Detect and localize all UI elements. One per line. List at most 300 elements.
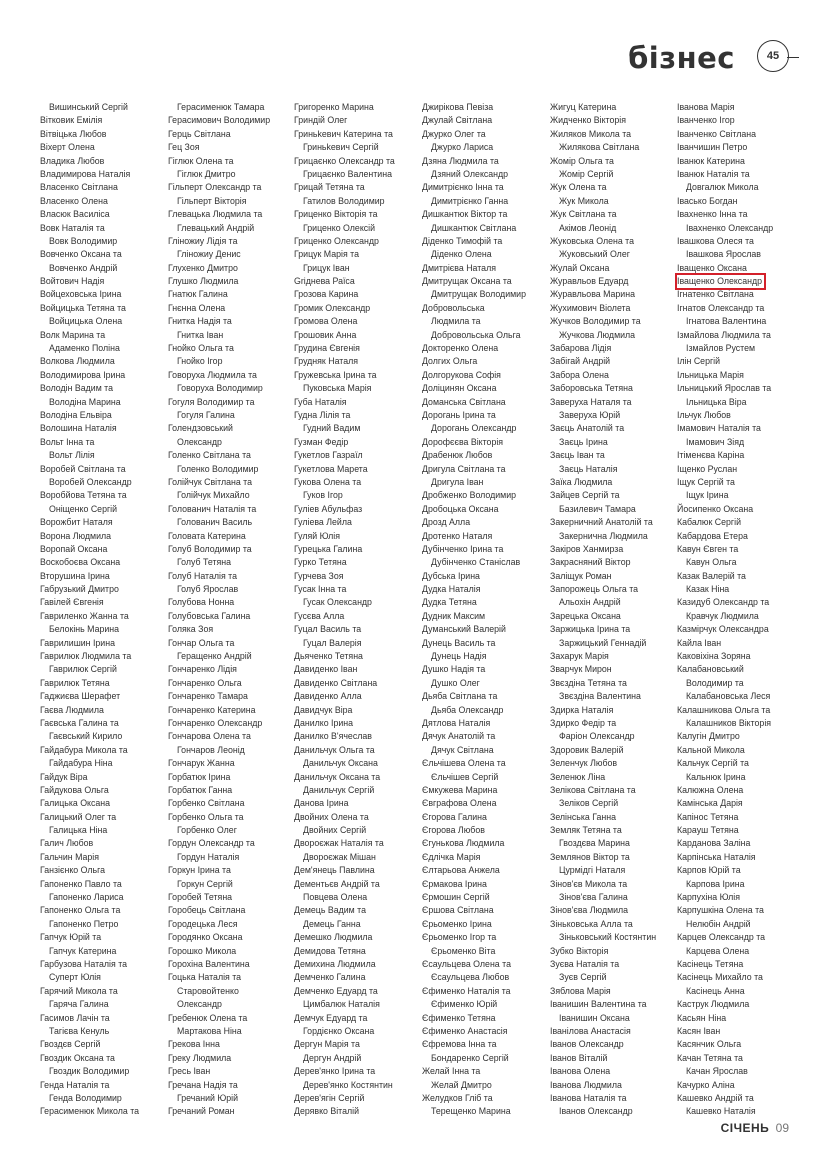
name-entry: Гордун Наталія [177,851,240,862]
name-entry: Дячук Анатолій та [422,731,496,742]
name-entry: Дудник Максим [422,610,486,621]
name-entry: Гвоздєва Марина [559,838,630,849]
name-entry: Зеліков Сергій [559,798,619,809]
name-entry: Жомір Сергій [559,168,614,179]
name-entry: Фаріон Олександр [559,731,635,742]
name-entry: Гальчин Марія [40,851,100,862]
name-entry: Войцицька Тетяна та [40,302,126,313]
name-entry: Горбатюк Ганна [168,784,233,795]
name-entry: Гусак Олександр [303,597,372,608]
name-entry: Дунець Надія [431,651,487,662]
name-entry: Іванов Віталій [550,1052,608,1063]
name-entry: Гліножиу Денис [177,249,241,260]
name-entry: Євграфова Олена [422,798,497,809]
name-entry: Забігай Андрій [550,356,611,367]
name-entry: Ільницька Марія [677,369,744,380]
name-entry: Генда Володимир [49,1092,122,1103]
name-entry: Зеленюк Ліна [550,771,606,782]
name-entry: Воробей Олександр [49,476,132,487]
name-entry: Грицук Марія та [294,249,360,260]
name-entry: Демець Ганна [303,918,361,929]
name-entry: Гіглюк Дмитро [177,168,236,179]
name-entry: Жуковська Олена та [550,235,634,246]
name-column-5 [550,101,678,1119]
name-entry: Голубовська Галина [168,610,251,621]
name-entry: Ігнатенко Світлана [677,289,754,300]
name-entry: Дьяба Олександр [431,704,504,715]
name-entry: Галицька Оксана [40,798,111,809]
name-entry: Карпов Юрій та [677,865,741,876]
name-entry: Заєць Анатолій та [550,423,625,434]
name-entry: Тагієва Кенуль [49,1025,110,1036]
name-entry: Єфименко Наталія та [422,985,511,996]
name-entry: Іванченко Світлана [677,128,756,139]
name-entry: Двороєжак Мішан [303,851,376,862]
name-entry: Жиляков Микола та [550,128,632,139]
name-entry: Дрозд Алла [422,517,471,528]
name-entry: Давиденко Світлана [294,677,378,688]
name-entry: Гудна Лілія та [294,409,351,420]
name-entry: Гасимов Лачін та [40,1012,110,1023]
name-entry: Данильчук Ольга та [294,744,375,755]
name-entry: Жук Олена та [550,182,607,193]
highlighted-name-entry [677,275,805,288]
name-entry: Дишкантюк Віктор та [422,209,508,220]
name-entry: Данилко В'ячеслав [294,731,372,742]
name-entry: Івашкова Ярослав [686,249,761,260]
name-entry: Казак Валерій та [677,570,746,581]
name-entry: Горбенко Олег [177,825,237,836]
name-entry: Журавльов Едуард [550,276,629,287]
name-entry: Джулай Світлана [422,115,493,126]
name-entry: Голендзовський [168,423,233,434]
name-entry: Старовойтенко [177,985,239,996]
name-entry: Карпова Ірина [686,878,745,889]
name-entry: Іщенко Руслан [677,463,738,474]
name-entry: Гоцька Наталія та [168,972,242,983]
name-entry: Забарова Лідія [550,343,612,354]
name-entry: Демченко Едуард та [294,985,378,996]
name-entry: Грозова Карина [294,289,359,300]
name-entry: Заржицький Геннадій [559,637,647,648]
name-entry: Здирко Федір та [550,717,617,728]
name-entry: Іващенко Оксана [677,262,747,273]
page-number-badge: 45 [757,40,789,72]
name-entry: Журавльова Марина [550,289,635,300]
name-entry: Забора Олена [550,369,609,380]
name-entry: Давидчук Віра [294,704,353,715]
name-entry: Людмила та [431,316,481,327]
name-entry: Єрьоменко Віта [431,945,496,956]
name-entry: Дишкантюк Світлана [431,222,517,233]
name-entry: Ігнатова Валентина [686,316,767,327]
name-entry: Імамович Зіяд [686,436,745,447]
name-column-6 [677,101,805,1119]
name-entry: Касінець Анна [686,985,745,996]
name-entry: Жучкова Людмила [559,329,636,340]
name-entry: Данилко Ірина [294,717,354,728]
name-entry: Гречана Надія та [168,1079,238,1090]
name-entry: Суперт Юлія [49,972,101,983]
name-entry: Базилевич Тамара [559,503,636,514]
name-entry: Владимирова Наталія [40,168,131,179]
name-entry: Ганзієнко Ольга [40,865,106,876]
name-entry: Гукетлов Газраїл [294,450,363,461]
name-entry: Єльчішев Сергій [431,771,499,782]
name-entry: Іванишин Оксана [559,1012,630,1023]
name-entry: Захарук Марія [550,651,609,662]
name-entry: Гарбузова Наталія та [40,959,128,969]
name-entry: Демихина Людмила [294,959,376,969]
name-entry: Гапчук Юрій та [40,932,102,943]
name-entry: Касянчик Ольга [677,1039,742,1050]
name-entry: Данова Ірина [294,798,349,809]
name-entry: Єфименко Тетяна [422,1012,496,1023]
name-entry: Данильчук Оксана та [294,771,381,782]
name-entry: Дубінченко Станіслав [431,557,521,568]
name-entry: Вовченко Оксана та [40,249,122,260]
name-entry: Каковіхіна Зоряна [677,651,751,662]
name-entry: Грицай Тетяна та [294,182,365,193]
name-entry: Заліщук Роман [550,570,612,581]
name-entry: Громова Олена [294,316,358,327]
name-entry: Вторушина Ірина [40,570,110,581]
name-entry: Іванюк Катерина [677,155,745,166]
name-entry: Гребенюк Олена та [168,1012,248,1023]
name-entry: Дригула Іван [431,476,484,487]
name-entry: Єфименко Юрій [431,999,498,1010]
name-entry: Демченко Галина [294,972,366,983]
name-entry: Зуєва Наталія та [550,959,620,969]
name-entry: Дорофєєва Вікторія [422,436,504,447]
name-entry: Карцева Олена [686,945,750,956]
name-entry: Касінець Михайло та [677,972,763,983]
name-entry: Драбенюк Любов [422,450,493,461]
name-entry: Давиденко Іван [294,664,358,675]
name-entry: Дзяна Людмила та [422,155,499,166]
name-entry: Івахненко Олександр [686,222,774,233]
name-entry: Карауш Тетяна [677,825,739,836]
name-entry: Дорогань Ірина та [422,409,496,420]
name-entry: Вовк Володимир [49,235,118,246]
name-entry: Альохін Андрій [559,597,621,608]
name-entry: Гаврилишин Ірина [40,637,115,648]
name-entry: Гусак Інна та [294,584,347,595]
name-entry: Гончаренко Тамара [168,691,248,702]
name-entry: Добровольська Ольга [431,329,521,340]
name-entry: Добровольська [422,302,485,313]
name-entry: Дьяченко Тетяна [294,651,363,662]
name-entry: Іванюк Наталія та [677,168,750,179]
name-entry: Гільперт Олександр та [168,182,262,193]
name-entry: Гукова Олена та [294,476,362,487]
name-entry: Гордієнко Оксана [303,1025,375,1036]
name-entry: Глевацька Людмила та [168,209,263,220]
name-entry: Калабановський [677,664,744,675]
name-entry: Демешко Людмила [294,932,373,943]
name-entry: Вишинський Сергій [49,102,128,112]
name-entry: Касінець Тетяна [677,959,744,969]
name-entry: Калашников Вікторія [686,717,772,728]
name-entry: Заржицька Ірина та [550,624,631,635]
name-entry: Іванова Марія [677,102,735,112]
name-entry: Войцеховська Ірина [40,289,122,300]
name-entry: Володимир та [686,677,744,688]
name-entry: Гаврилюк Тетяна [40,677,110,688]
name-entry: Дмитрущак Володимир [431,289,526,300]
name-entry: Зварчук Мирон [550,664,612,675]
name-entry: Терещенко Марина [431,1106,511,1117]
name-entry: Жидченко Вікторія [550,115,626,126]
name-entry: Гапоненко Лариса [49,892,124,903]
name-entry: Гец Зоя [168,142,200,153]
name-entry: Гайдук Віра [40,771,88,782]
name-entry: Власенко Олена [40,195,108,206]
name-entry: Грицаєнко Валентина [303,168,392,179]
name-entry: Власенко Світлана [40,182,118,193]
name-entry: Каструк Людмила [677,999,750,1010]
name-entry: Качурко Аліна [677,1079,735,1090]
name-entry: Зіньковський Костянтин [559,932,657,943]
name-entry: Володимирова Ірина [40,369,126,380]
name-entry: Закіров Ханмирза [550,543,624,554]
name-entry: Гончаренко Катерина [168,704,256,715]
name-entry: Кайла Іван [677,637,722,648]
name-entry: Воробей Світлана та [40,463,126,474]
name-entry: Гаєвська Галина та [40,717,119,728]
name-entry: Ізмайлова Людмила та [677,329,771,340]
name-entry: Гнитка Надія та [168,316,232,327]
name-entry: Гавілей Євгенія [40,597,104,608]
name-entry: Гукетлова Марета [294,463,368,474]
name-entry: Віхерт Олена [40,142,95,153]
name-entry: Гречаний Роман [168,1106,235,1117]
name-entry: Цурмідгі Наталя [559,865,626,876]
name-entry: Гурецька Галина [294,543,363,554]
name-entry: Володіна Ельвіра [40,409,112,420]
name-entry: Гусєва Алла [294,610,345,621]
name-entry: Волкова Людмила [40,356,115,367]
name-entry: Гуліева Лейла [294,517,352,528]
name-entry: Грекова Інна [168,1039,220,1050]
name-entry: Касян Іван [677,1025,721,1036]
name-entry: Волк Марина та [40,329,106,340]
name-entry: Діденко Олена [431,249,492,260]
name-entry: Демець Вадим та [294,905,366,916]
name-entry: Ілін Сергій [677,356,721,367]
name-entry: Горкун Ірина та [168,865,231,876]
name-entry: Єлтарьова Анжела [422,865,500,876]
name-entry: Карпушкіна Олена та [677,905,764,916]
name-entry: Іванчишин Петро [677,142,748,153]
name-entry: Гудний Вадим [303,423,361,434]
name-entry: Ігнатов Олександр та [677,302,765,313]
name-entry: Кальнюк Ірина [686,771,746,782]
section-title: бізнес [628,41,735,75]
name-entry: Галицька Ніна [49,825,108,836]
name-entry: Грудина Євгенія [294,343,360,354]
name-entry: Габрузький Дмитро [40,584,119,595]
name-entry: Голенко Світлана та [168,450,251,461]
name-entry: Гриценко Олександр [294,235,379,246]
name-entry: Григоренко Марина [294,102,374,112]
name-column-4 [422,101,550,1119]
name-entry: Голійчук Михайло [177,490,250,501]
name-entry: Володіна Марина [49,396,121,407]
name-entry: Давиденко Алла [294,691,362,702]
name-entry: Єрьоменко Ірина [422,918,492,929]
name-entry: Гапчук Катерина [49,945,117,956]
name-entry: Жилякова Світлана [559,142,640,153]
name-entry: Іванілова Анастасія [550,1025,631,1036]
name-entry: Гуцал Валерія [303,637,362,648]
name-entry: Кальчук Сергій та [677,758,749,769]
name-entry: Дудка Тетяна [422,597,477,608]
name-entry: Гречаний Юрій [177,1092,239,1103]
name-entry: Калабановська Леся [686,691,771,702]
name-entry: Іванишин Валентина та [550,999,647,1010]
name-entry: Карпінська Наталія [677,851,756,862]
name-entry: Івашкова Олеся та [677,235,754,246]
name-entry: Дробженко Володимир [422,490,516,501]
name-entry: Дергун Андрій [303,1052,362,1063]
name-entry: Кашевко Наталія [686,1106,756,1117]
name-entry: Землянов Віктор та [550,851,630,862]
footer-month: СІЧЕНЬ [720,1121,770,1135]
name-entry: Горобей Тетяна [168,892,233,903]
name-entry: Говоруха Володимир [177,383,263,394]
name-entry: Зубко Вікторія [550,945,609,956]
name-entry: Гнатюк Галина [168,289,228,300]
name-entry: Головата Катерина [168,530,246,541]
name-entry: Пуковська Марія [303,383,372,394]
name-entry: Голенко Володимир [177,463,259,474]
name-entry: Гриценко Вікторія та [294,209,378,220]
name-entry: Ільницький Ярослав та [677,383,772,394]
name-entry: Йосипенко Оксана [677,503,754,514]
name-entry: Горбенко Ольга та [168,811,244,822]
name-entry: Єрмошин Сергій [422,892,490,903]
name-entry: Єсаульцева Любов [431,972,510,983]
name-entry: Долгих Ольга [422,356,478,367]
name-entry: Гуцал Василь та [294,624,362,635]
name-entry: Гаврилюк Людмила та [40,651,132,662]
name-entry: Вольт Лілія [49,450,95,461]
name-entry: Зіньковська Алла та [550,918,633,929]
name-entry: Гвоздик Володимир [49,1066,130,1077]
name-entry: Дем'янець Павлина [294,865,375,876]
name-entry: Гордун Олександр та [168,838,255,849]
name-entry: Геращенко Андрій [177,651,252,662]
name-entry: Дергун Марія та [294,1039,360,1050]
name-entry: Івахненко Інна та [677,209,748,220]
name-entry: Іванов Олександр [559,1106,633,1117]
name-entry: Звєздіна Тетяна та [550,677,627,688]
name-column-2 [168,101,296,1119]
name-entry: Грудняк Наталя [294,356,358,367]
name-entry: Гаєва Людмила [40,704,104,715]
name-entry: Ітіменєва Каріна [677,450,745,461]
name-entry: Олександр [177,999,222,1010]
name-entry: Гатилов Володимир [303,195,385,206]
name-entry: Ільницька Віра [686,396,747,407]
name-entry: Жигуц Катерина [550,102,617,112]
name-entry: Герасименюк Тамара [177,102,265,112]
name-entry: Єльчішева Олена та [422,758,506,769]
name-entry: Камінська Дарія [677,798,743,809]
name-entry: Єсаульцева Олена та [422,959,511,969]
name-entry: Гнитка Іван [177,329,224,340]
name-entry: Калюжна Олена [677,784,744,795]
name-entry: Воробйова Тетяна та [40,490,127,501]
name-entry: Зінов'єв Микола та [550,878,628,889]
name-entry: Гліножиу Лідія та [168,235,238,246]
name-entry: Дерев'ягін Сергій [294,1092,365,1103]
name-entry: Заверуха Наталя та [550,396,632,407]
name-entry: Голубова Нонна [168,597,235,608]
name-entry: Олександр [177,436,222,447]
footer-page-number: 09 [775,1121,789,1135]
name-entry: Грошовик Анна [294,329,357,340]
name-entry: Голованич Наталія та [168,503,257,514]
name-entry: Горкун Сергій [177,878,233,889]
name-entry: Єгорова Любов [422,825,485,836]
name-entry: Гончаренко Ольга [168,677,242,688]
name-entry: Громик Олександр [294,302,371,313]
name-entry: Єгорова Галина [422,811,487,822]
name-entry: Дудка Наталія [422,584,481,595]
name-entry: Дмитрієва Наталя [422,262,496,273]
name-entry: Горбенко Світлана [168,798,245,809]
name-entry: Двойних Сергій [303,825,367,836]
name-entry: Капінос Тетяна [677,811,739,822]
name-entry: Качан Ярослав [686,1066,748,1077]
name-entry: Вітковик Емілія [40,115,103,126]
name-entry: Кравчук Людмила [686,610,759,621]
name-entry: Акімов Леонід [559,222,617,233]
name-entry: Зелінська Ганна [550,811,616,822]
name-entry: Казак Ніна [686,584,730,595]
name-entry: Дерев'янко Костянтин [303,1079,393,1090]
name-entry: Данильчук Оксана [303,758,378,769]
name-entry: Жук Світлана та [550,209,617,220]
name-entry: Іванченко Ігор [677,115,735,126]
name-entry: Ворожбит Наталя [40,517,113,528]
name-entry: Желудков Гліб та [422,1092,493,1103]
name-entry: Казидуб Олександр та [677,597,770,608]
name-entry: Двойних Олена та [294,811,369,822]
name-entry: Володін Вадим та [40,383,114,394]
name-entry: Ворона Людмила [40,530,112,541]
name-entry: Гончарова Олена та [168,731,251,742]
name-entry: Дерявко Віталій [294,1106,360,1117]
name-column-3 [294,101,422,1119]
name-entry: Горохіна Валентина [168,959,250,969]
name-entry: Гриценко Олексій [303,222,376,233]
name-entry: Гвоздик Оксана та [40,1052,115,1063]
name-entry: Гвоздєв Сергій [40,1039,101,1050]
name-entry: Димитрієнко Ганна [431,195,509,206]
name-entry: Гапоненко Ольга та [40,905,121,916]
name-entry: Єрмакова Ірина [422,878,487,889]
name-entry: Герасименюк Микола та [40,1106,140,1117]
name-entry: Гапоненко Павло та [40,878,122,889]
name-entry: Іванова Людмила [550,1079,622,1090]
name-entry: Горбатюк Ірина [168,771,231,782]
name-entry: Желай Інна та [422,1066,481,1077]
name-entry: Гайдабура Микола та [40,744,128,755]
name-entry: Гузман Федір [294,436,349,447]
